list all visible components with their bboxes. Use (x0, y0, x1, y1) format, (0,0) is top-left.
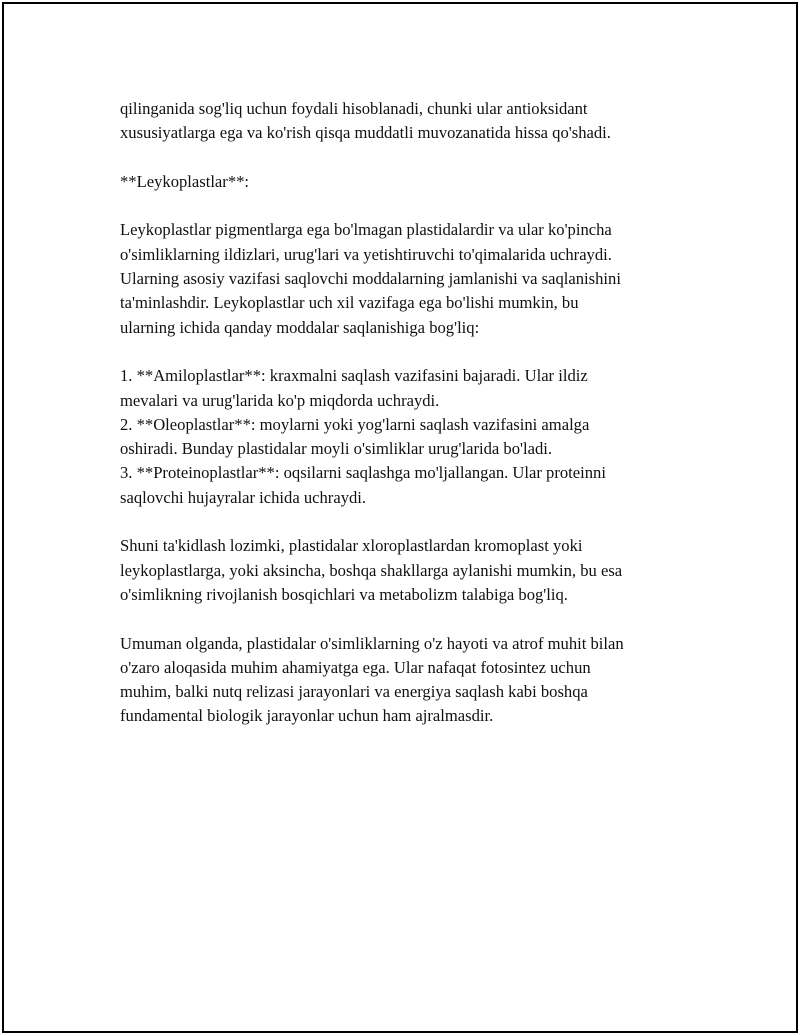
text-line: leykoplastlarga, yoki aksincha, boshqa shakllarga aylanishi mumkin, bu esa (120, 560, 623, 580)
text-line: ta'minlashdir. Leykoplastlar uch xil vazifaga ega bo'lishi mumkin, bu (120, 293, 579, 313)
text-line: muhim, balki nutq relizasi jarayonlari va energiya saqlash kabi boshqa (120, 682, 588, 702)
text-line: xususiyatlarga ega va ko'rish qisqa muddatli muvozanatida hissa qo'shadi. (120, 123, 611, 143)
text-line: fundamental biologik jarayonlar uchun ham ajralmasdir. (120, 706, 494, 726)
document-page (2, 2, 798, 1033)
text-line: Leykoplastlar pigmentlarga ega bo'lmagan plastidalardir va ular ko'pincha (120, 220, 612, 240)
paragraph-leykoplastlar (120, 218, 690, 339)
text-line: Shuni ta'kidlash lozimki, plastidalar xloroplastlardan kromoplast yoki (120, 536, 583, 556)
paragraph-transformation (120, 534, 690, 607)
section-heading-leykoplastlar (120, 170, 690, 194)
list-item-continuation: mevalari va urug'larida ko'p miqdorda uchraydi. (120, 390, 440, 410)
numbered-list (120, 364, 690, 510)
list-item-proteinoplastlar: 3. **Proteinoplastlar**: oqsilarni saqlashga mo'ljallangan. Ular proteinni (120, 463, 606, 483)
list-item-continuation: saqlovchi hujayralar ichida uchraydi. (120, 487, 367, 507)
text-line: o'simlikning rivojlanish bosqichlari va metabolizm talabiga bog'liq. (120, 584, 568, 604)
list-item-amiloplastlar: 1. **Amiloplastlar**: kraxmalni saqlash vazifasini bajaradi. Ular ildiz (120, 366, 588, 386)
text-line: qilinganida sog'liq uchun foydali hisoblanadi, chunki ular antioksidant (120, 99, 588, 118)
text-line: o'zaro aloqasida muhim ahamiyatga ega. Ular nafaqat fotosintez uchun (120, 657, 591, 677)
section-heading-text: **Leykoplastlar**: (120, 171, 250, 191)
paragraph-conclusion (120, 632, 690, 729)
text-line: ularning ichida qanday moddalar saqlanishiga bog'liq: (120, 317, 480, 337)
text-line: Ularning asosiy vazifasi saqlovchi moddalarning jamlanishi va saqlanishini (120, 269, 621, 289)
list-item-oleoplastlar: 2. **Oleoplastlar**: moylarni yoki yog'larni saqlash vazifasini amalga (120, 414, 590, 434)
paragraph-intro-continuation (120, 97, 690, 146)
text-line: Umuman olganda, plastidalar o'simliklarning o'z hayoti va atrof muhit bilan (120, 633, 624, 653)
list-item-continuation: oshiradi. Bunday plastidalar moyli o'simliklar urug'larida bo'ladi. (120, 439, 553, 459)
document-body (120, 97, 690, 753)
text-line: o'simliklarning ildizlari, urug'lari va yetishtiruvchi to'qimalarida uchraydi. (120, 244, 612, 264)
